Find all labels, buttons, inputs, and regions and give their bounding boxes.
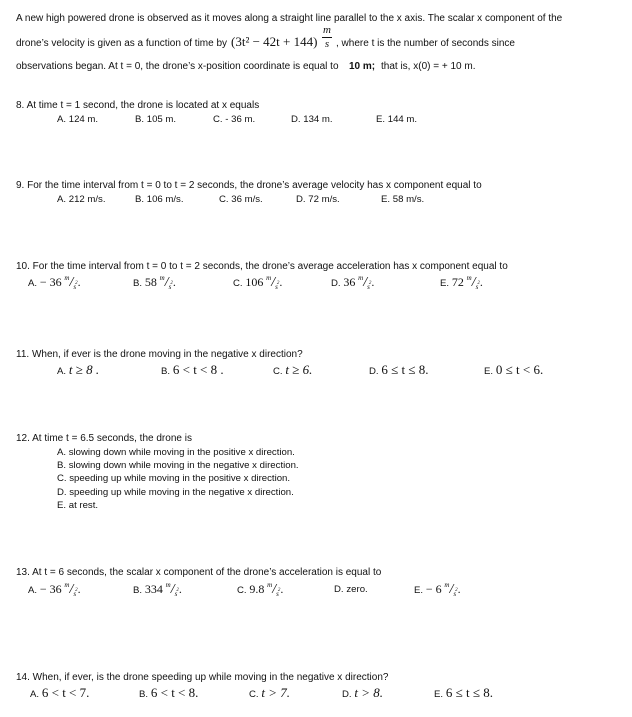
q11-option-e-letter: E. bbox=[484, 366, 494, 377]
q10-option-c-letter: C. bbox=[233, 278, 243, 289]
q10-option-d[interactable] bbox=[331, 274, 374, 291]
intro-line-3-end: that is, x(0) = + 10 m. bbox=[381, 61, 476, 72]
q10-option-b-letter: B. bbox=[133, 278, 143, 289]
q8-option-a[interactable]: A. 124 m. bbox=[57, 114, 99, 125]
q10-option-b-value: 58 bbox=[144, 275, 157, 289]
q8-option-c[interactable]: C. - 36 m. bbox=[213, 114, 256, 125]
q14-option-e-letter: E. bbox=[434, 689, 444, 700]
q11-option-e[interactable] bbox=[484, 362, 543, 378]
q9-option-d[interactable]: D. 72 m/s. bbox=[296, 194, 340, 205]
q10-option-b[interactable] bbox=[133, 274, 176, 291]
q10-option-c-value: 106 bbox=[245, 275, 264, 289]
q13-option-d[interactable] bbox=[334, 584, 368, 595]
q13-option-b[interactable] bbox=[133, 581, 182, 598]
q14-option-c-letter: C. bbox=[249, 689, 259, 700]
q14-option-c-value: t > 7. bbox=[261, 685, 291, 700]
q10-option-a-letter: A. bbox=[28, 278, 38, 289]
q13-option-a-value: − 36 bbox=[39, 582, 62, 596]
intro-line-2-end: , where t is the number of seconds since bbox=[336, 38, 515, 49]
intro-initial-position-bold: 10 m; bbox=[349, 61, 376, 72]
question-10-stem: 10. For the time interval from t = 0 to t = 2 seconds, the drone’s average acceleration has x component equal to bbox=[16, 261, 508, 272]
q13-option-a-letter: A. bbox=[28, 585, 38, 596]
q14-option-a-letter: A. bbox=[30, 689, 40, 700]
q10-option-c-unit: $^m/_{s2}$. bbox=[266, 274, 283, 291]
q10-option-d-unit: $^m/_{s2}$. bbox=[358, 274, 375, 291]
q13-option-c[interactable] bbox=[237, 581, 283, 598]
q13-option-c-letter: C. bbox=[237, 585, 247, 596]
q11-option-a-letter: A. bbox=[57, 366, 67, 377]
q13-option-a[interactable] bbox=[28, 581, 81, 598]
q10-option-e-value: 72 bbox=[451, 275, 464, 289]
q11-option-c[interactable] bbox=[273, 362, 312, 378]
q13-option-b-unit: $^m/_{s2}$. bbox=[165, 581, 182, 598]
q10-option-b-unit: $^m/_{s2}$. bbox=[159, 274, 176, 291]
q14-option-c[interactable] bbox=[249, 685, 290, 701]
q8-option-e[interactable]: E. 144 m. bbox=[376, 114, 418, 125]
q11-option-d-value: 6 ≤ t ≤ 8. bbox=[381, 362, 429, 377]
q11-option-c-letter: C. bbox=[273, 366, 283, 377]
q14-option-d[interactable] bbox=[342, 685, 383, 701]
question-14-stem: 14. When, if ever, is the drone speeding up while moving in the negative x direction? bbox=[16, 672, 389, 683]
velocity-unit-numerator: m bbox=[323, 24, 331, 36]
q9-option-a[interactable]: A. 212 m/s. bbox=[57, 194, 106, 205]
q13-option-d-value: zero. bbox=[346, 584, 368, 595]
velocity-unit-fraction bbox=[322, 24, 332, 50]
q11-option-b[interactable] bbox=[161, 362, 224, 378]
q11-option-b-letter: B. bbox=[161, 366, 171, 377]
q10-option-a-value: − 36 bbox=[39, 275, 62, 289]
q12-option-e[interactable]: E. at rest. bbox=[57, 500, 99, 511]
question-11-stem: 11. When, if ever is the drone moving in the negative x direction? bbox=[16, 349, 303, 360]
q11-option-a[interactable] bbox=[57, 362, 99, 378]
q10-option-a-unit: $^m/_{s2}$. bbox=[64, 274, 81, 291]
q10-option-e-letter: E. bbox=[440, 278, 450, 289]
q12-option-b[interactable]: B. slowing down while moving in the negative x direction. bbox=[57, 460, 299, 471]
q11-option-a-value: t ≥ 8 . bbox=[68, 362, 100, 377]
question-13-stem: 13. At t = 6 seconds, the scalar x component of the drone’s acceleration is equal to bbox=[16, 567, 382, 578]
question-9-stem: 9. For the time interval from t = 0 to t = 2 seconds, the drone’s average velocity has x component equal to bbox=[16, 180, 482, 191]
question-8-stem: 8. At time t = 1 second, the drone is located at x equals bbox=[16, 100, 260, 111]
q13-option-a-unit: $^m/_{s2}$. bbox=[64, 581, 81, 598]
q13-option-e-value: − 6 bbox=[425, 582, 442, 596]
question-12-stem: 12. At time t = 6.5 seconds, the drone is bbox=[16, 433, 192, 444]
q14-option-e[interactable] bbox=[434, 685, 493, 701]
intro-line-1: A new high powered drone is observed as it moves along a straight line parallel to the x axis. The scalar x component of the bbox=[16, 13, 563, 24]
q13-option-c-unit: $^m/_{s2}$. bbox=[267, 581, 284, 598]
q9-option-b[interactable]: B. 106 m/s. bbox=[135, 194, 184, 205]
q9-option-c[interactable]: C. 36 m/s. bbox=[219, 194, 263, 205]
q14-option-b-letter: B. bbox=[139, 689, 149, 700]
q13-option-e[interactable] bbox=[414, 581, 461, 598]
q13-option-c-value: 9.8 bbox=[249, 582, 265, 596]
q12-option-a[interactable]: A. slowing down while moving in the positive x direction. bbox=[57, 447, 295, 458]
q11-option-b-value: 6 < t < 8 . bbox=[172, 362, 224, 377]
q11-option-c-value: t ≥ 6. bbox=[285, 362, 313, 377]
q8-option-b[interactable]: B. 105 m. bbox=[135, 114, 177, 125]
intro-line-2-start: drone’s velocity is given as a function of time by bbox=[16, 38, 228, 49]
q10-option-e-unit: $^m/_{s2}$. bbox=[466, 274, 483, 291]
velocity-unit-denominator: s bbox=[322, 37, 332, 50]
q13-option-e-unit: $^m/_{s2}$. bbox=[444, 581, 461, 598]
q12-option-c[interactable]: C. speeding up while moving in the positive x direction. bbox=[57, 473, 291, 484]
q13-option-e-letter: E. bbox=[414, 585, 424, 596]
q14-option-b[interactable] bbox=[139, 685, 198, 701]
q14-option-b-value: 6 < t < 8. bbox=[150, 685, 199, 700]
q10-option-d-value: 36 bbox=[343, 275, 356, 289]
q10-option-a[interactable] bbox=[28, 274, 81, 291]
q14-option-a[interactable] bbox=[30, 685, 89, 701]
q13-option-b-value: 334 bbox=[144, 582, 163, 596]
intro-line-3-start: observations began. At t = 0, the drone’s x-position coordinate is equal to bbox=[16, 61, 339, 72]
q10-option-e[interactable] bbox=[440, 274, 483, 291]
q11-option-d-letter: D. bbox=[369, 366, 379, 377]
q11-option-e-value: 0 ≤ t < 6. bbox=[495, 362, 544, 377]
q14-option-a-value: 6 < t < 7. bbox=[41, 685, 90, 700]
q12-option-d[interactable]: D. speeding up while moving in the negative x direction. bbox=[57, 487, 294, 498]
q14-option-d-letter: D. bbox=[342, 689, 352, 700]
q9-option-e[interactable]: E. 58 m/s. bbox=[381, 194, 425, 205]
q13-option-b-letter: B. bbox=[133, 585, 143, 596]
q11-option-d[interactable] bbox=[369, 362, 429, 378]
q13-option-d-letter: D. bbox=[334, 584, 344, 595]
intro-initial-position bbox=[349, 61, 375, 72]
velocity-formula: (3t² − 42t + 144) bbox=[231, 34, 318, 49]
q10-option-d-letter: D. bbox=[331, 278, 341, 289]
q8-option-d[interactable]: D. 134 m. bbox=[291, 114, 333, 125]
q14-option-e-value: 6 ≤ t ≤ 8. bbox=[445, 685, 493, 700]
q10-option-c[interactable] bbox=[233, 274, 282, 291]
q14-option-d-value: t > 8. bbox=[354, 685, 384, 700]
